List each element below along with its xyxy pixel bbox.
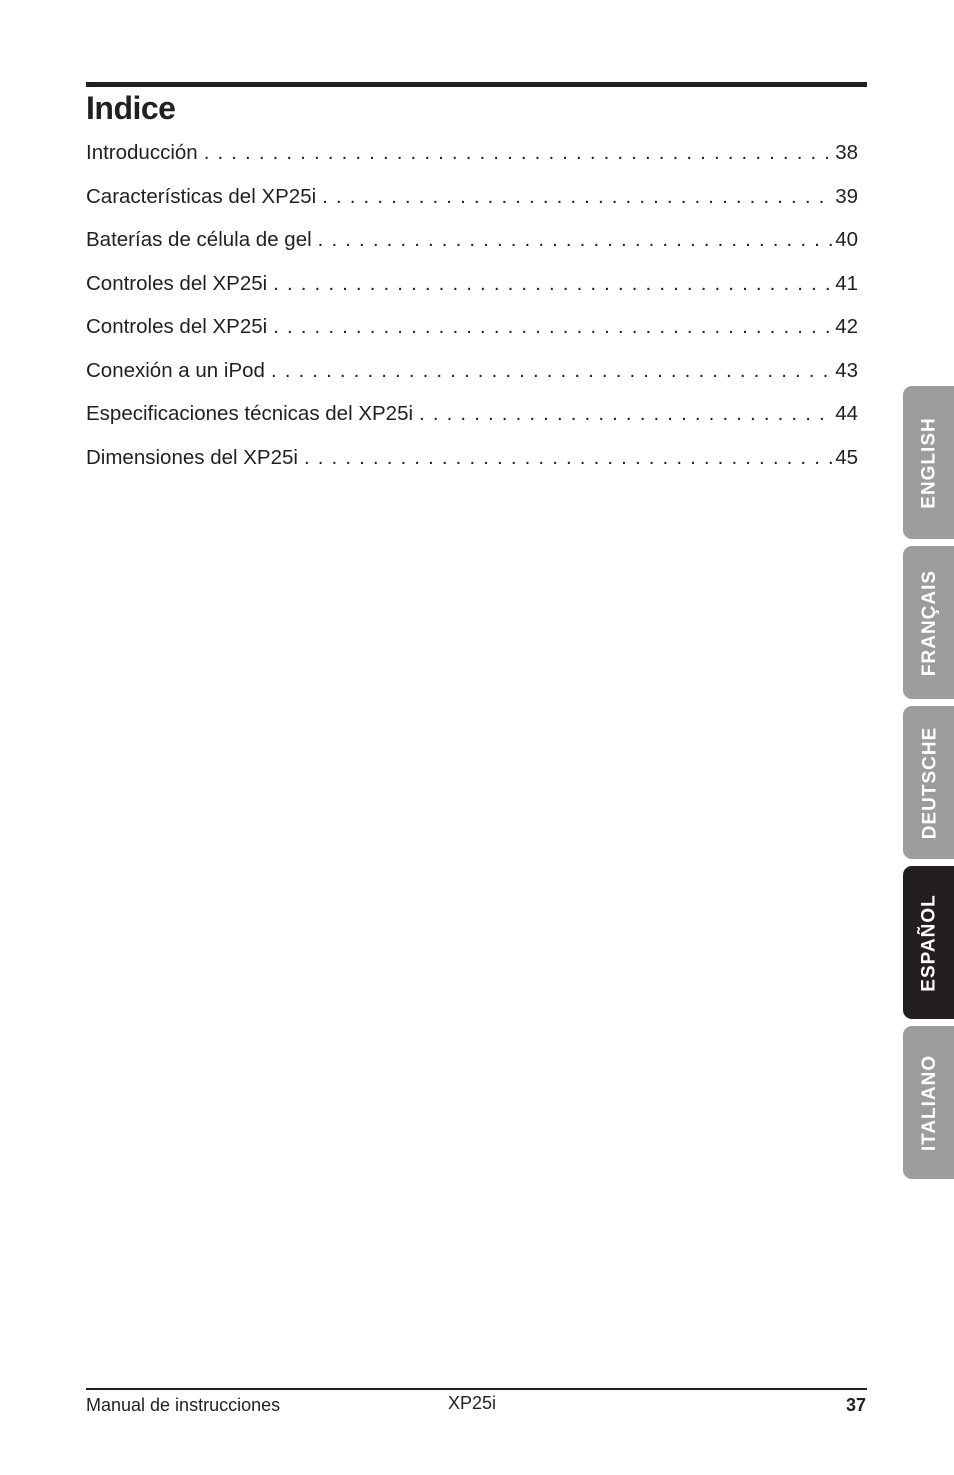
toc-entry-page: 43: [835, 358, 858, 382]
language-tab-label: DEUTSCHE: [919, 726, 941, 839]
page-number: 37: [845, 1395, 866, 1415]
toc-entry-controles-2[interactable]: [86, 311, 858, 355]
language-tab-label: ITALIANO: [919, 1054, 940, 1151]
toc-entry-label: Dimensiones del XP25i: [86, 445, 298, 469]
toc-entry-label: Baterías de célula de gel: [86, 228, 312, 251]
toc-entry-controles-1[interactable]: [86, 268, 858, 312]
toc-entry-label: Controles del XP25i: [86, 315, 268, 338]
toc-dot-leader: [413, 398, 833, 430]
language-tab-francais[interactable]: [903, 546, 954, 699]
title-rule: [86, 82, 867, 87]
toc-entry-page: 39: [835, 184, 858, 208]
language-tab-espanol[interactable]: [903, 866, 954, 1019]
toc-dot-leader: [265, 355, 833, 387]
toc-entry-dimensiones[interactable]: [86, 442, 858, 486]
toc-entry-page: 40: [835, 228, 858, 251]
language-tab-deutsche[interactable]: [903, 706, 954, 859]
toc-dot-leader: [267, 268, 833, 300]
toc-dot-leader: [298, 442, 833, 474]
toc-dot-leader: [312, 224, 834, 256]
toc-entry-label: Controles del XP25i: [86, 271, 268, 295]
toc-entry-label: Introducción: [86, 141, 198, 164]
footer-rule: [86, 1388, 867, 1390]
toc-entry-caracteristicas[interactable]: [86, 181, 858, 225]
page-title: Indice: [86, 90, 176, 126]
toc-entry-baterias[interactable]: [86, 224, 858, 268]
language-tab-label: FRANÇAIS: [919, 569, 941, 676]
toc-entry-page: 38: [835, 141, 858, 164]
footer-model-name: XP25i: [448, 1393, 497, 1413]
language-tab-italiano[interactable]: [903, 1026, 954, 1179]
language-tab-label: ENGLISH: [919, 416, 941, 509]
toc-dot-leader: [267, 311, 833, 343]
toc-dot-leader: [316, 181, 833, 213]
toc-entry-page: 44: [835, 402, 858, 425]
toc-entry-introduccion[interactable]: [86, 137, 858, 181]
toc-dot-leader: [198, 137, 834, 169]
footer-manual-title: Manual de instrucciones: [86, 1395, 281, 1415]
toc-entry-page: 41: [835, 271, 858, 295]
toc-entry-page: 45: [835, 445, 858, 469]
table-of-contents: [86, 137, 858, 485]
toc-entry-especificaciones[interactable]: [86, 398, 858, 442]
toc-entry-conexion-ipod[interactable]: [86, 355, 858, 399]
toc-entry-label: Características del XP25i: [86, 184, 317, 208]
toc-entry-page: 42: [835, 315, 858, 338]
language-tab-english[interactable]: [903, 386, 954, 539]
toc-entry-label: Especificaciones técnicas del XP25i: [86, 402, 414, 425]
toc-entry-label: Conexión a un iPod: [86, 358, 265, 382]
language-tab-label: ESPAÑOL: [919, 893, 940, 992]
